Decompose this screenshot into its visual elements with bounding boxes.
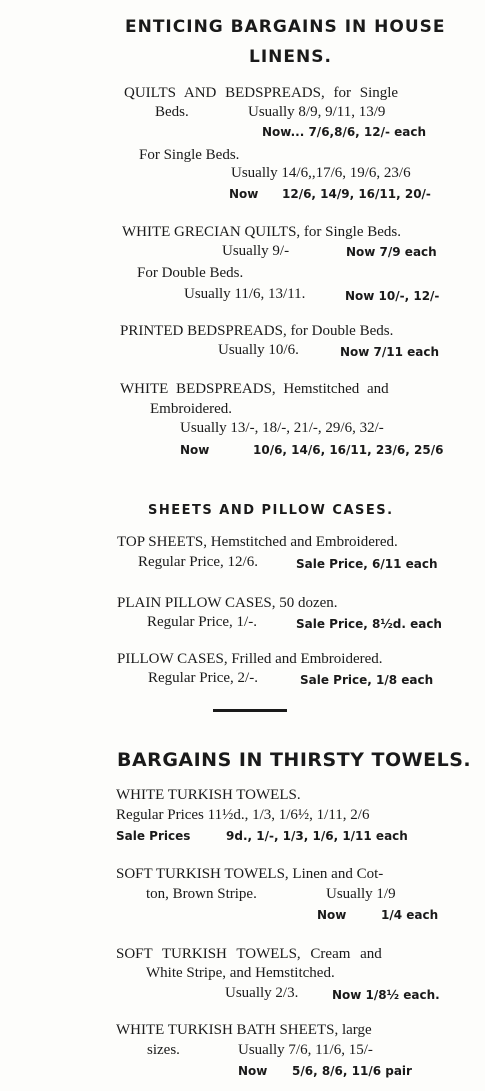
- white-bedspreads-now: 10/6, 14/6, 16/11, 23/6, 25/6: [253, 443, 444, 457]
- top-sheets-regular: Regular Price, 12/6.: [138, 554, 258, 570]
- sheets-heading: SHEETS AND PILLOW CASES.: [148, 503, 394, 518]
- soft-cream-title-2: White Stripe, and Hemstitched.: [146, 965, 335, 981]
- top-sheets-title: TOP SHEETS, Hemstitched and Embroidered.: [117, 534, 398, 550]
- section-divider: [213, 709, 287, 712]
- quilts-single-now: 12/6, 14/9, 16/11, 20/-: [282, 187, 431, 201]
- printed-now: Now 7/11 each: [340, 345, 440, 359]
- white-turkish-sale-label: Sale Prices: [116, 829, 191, 843]
- white-bedspreads-title: WHITE BEDSPREADS, Hemstitched and: [120, 381, 389, 397]
- grecian-double-usually: Usually 11/6, 13/11.: [184, 286, 306, 302]
- soft-brown-title-2: ton, Brown Stripe.: [146, 886, 257, 902]
- soft-brown-now: 1/4 each: [381, 908, 439, 922]
- quilts-now: Now... 7/6,8/6, 12/- each: [262, 125, 427, 139]
- pillow-cases-regular: Regular Price, 2/-.: [148, 670, 258, 686]
- soft-brown-usually: Usually 1/9: [326, 886, 396, 902]
- printed-title: PRINTED BEDSPREADS, for Double Beds.: [120, 323, 394, 339]
- bath-sheets-title: WHITE TURKISH BATH SHEETS, large: [116, 1022, 372, 1038]
- towels-heading: BARGAINS IN THIRSTY TOWELS.: [117, 749, 472, 771]
- bath-sheets-sizes: sizes.: [147, 1042, 180, 1058]
- quilts-title: QUILTS AND BEDSPREADS, for Single: [124, 85, 399, 101]
- plain-pillow-sale: Sale Price, 8½d. each: [296, 617, 442, 631]
- white-turkish-sale: 9d., 1/-, 1/3, 1/6, 1/11 each: [226, 829, 408, 843]
- soft-cream-usually: Usually 2/3.: [225, 985, 299, 1001]
- white-turkish-regular: Regular Prices 11½d., 1/3, 1/6½, 1/11, 2/6: [116, 807, 370, 823]
- bath-sheets-usually: Usually 7/6, 11/6, 15/-: [238, 1042, 373, 1058]
- top-sheets-sale: Sale Price, 6/11 each: [296, 557, 438, 571]
- bath-sheets-now-label: Now: [238, 1064, 268, 1078]
- soft-cream-title: SOFT TURKISH TOWELS, Cream and: [116, 946, 382, 962]
- quilts-single-usually: Usually 14/6,,17/6, 19/6, 23/6: [231, 165, 411, 181]
- white-bedspreads-title-2: Embroidered.: [150, 401, 233, 417]
- plain-pillow-regular: Regular Price, 1/-.: [147, 614, 257, 630]
- quilts-single-label: For Single Beds.: [139, 147, 240, 163]
- grecian-double-now: Now 10/-, 12/-: [345, 289, 440, 303]
- grecian-now: Now 7/9 each: [346, 245, 437, 259]
- white-turkish-title: WHITE TURKISH TOWELS.: [116, 787, 301, 803]
- grecian-double-label: For Double Beds.: [137, 265, 244, 281]
- bath-sheets-now: 5/6, 8/6, 11/6 pair: [292, 1064, 412, 1078]
- quilts-beds: Beds.: [155, 104, 189, 120]
- soft-brown-now-label: Now: [317, 908, 347, 922]
- white-bedspreads-now-label: Now: [180, 443, 210, 457]
- grecian-title: WHITE GRECIAN QUILTS, for Single Beds.: [122, 224, 402, 240]
- soft-cream-now: Now 1/8½ each.: [332, 988, 440, 1002]
- printed-usually: Usually 10/6.: [218, 342, 299, 358]
- plain-pillow-title: PLAIN PILLOW CASES, 50 dozen.: [117, 595, 338, 611]
- soft-brown-title: SOFT TURKISH TOWELS, Linen and Cot-: [116, 866, 384, 882]
- quilts-single-now-label: Now: [229, 187, 259, 201]
- quilts-usually: Usually 8/9, 9/11, 13/9: [248, 104, 386, 120]
- heading-line-1: ENTICING BARGAINS IN HOUSE: [125, 17, 446, 37]
- pillow-cases-sale: Sale Price, 1/8 each: [300, 673, 434, 687]
- white-bedspreads-usually: Usually 13/-, 18/-, 21/-, 29/6, 32/-: [180, 420, 384, 436]
- pillow-cases-title: PILLOW CASES, Frilled and Embroidered.: [117, 651, 383, 667]
- grecian-usually: Usually 9/-: [222, 243, 290, 259]
- heading-line-2: LINENS.: [249, 47, 332, 67]
